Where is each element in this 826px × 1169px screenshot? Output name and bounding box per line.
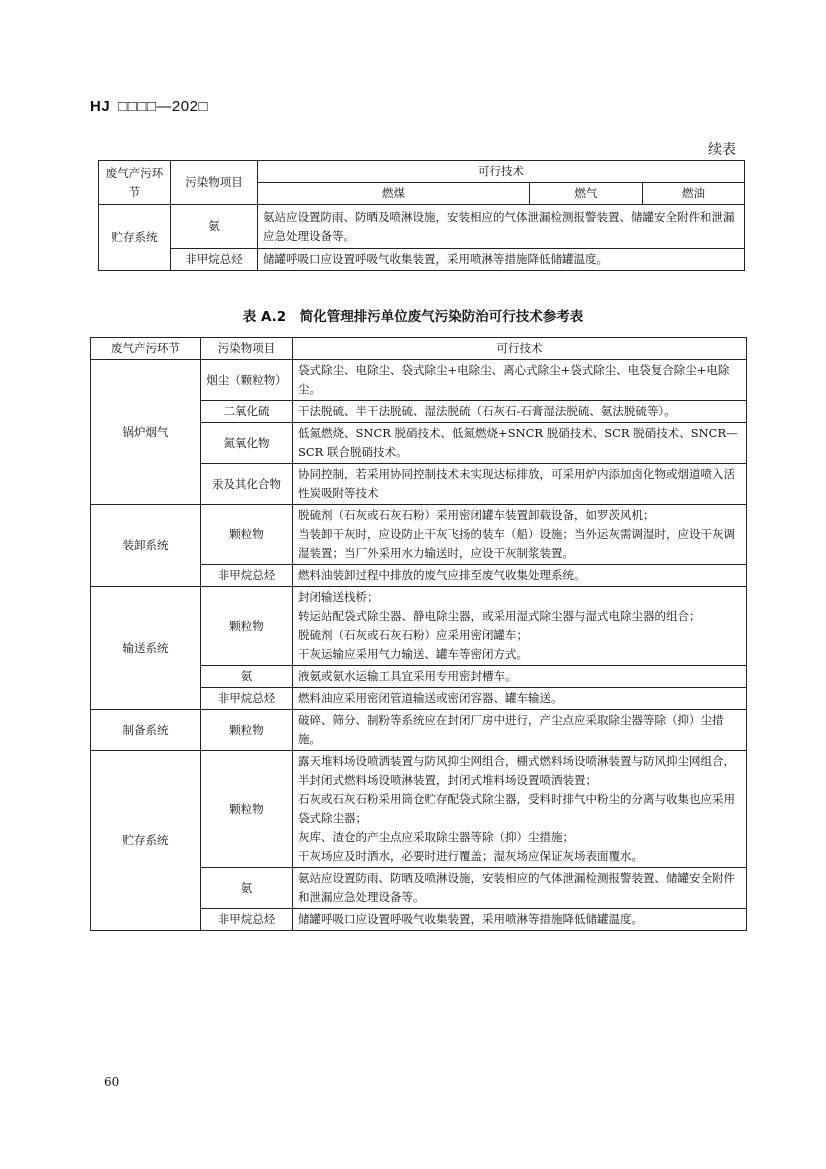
tech-cell: 袋式除尘、电除尘、袋式除尘+电除尘、离心式除尘+袋式除尘、电袋复合除尘+电除尘。 xyxy=(293,360,747,401)
continued-label: 续表 xyxy=(708,142,736,158)
pollutant-cell: 颗粒物 xyxy=(201,751,293,868)
table-body xyxy=(91,360,747,931)
header-tech: 可行技术 xyxy=(258,161,745,183)
page-number: 60 xyxy=(104,1075,120,1089)
tech-cell: 液氨或氨水运输工具宜采用专用密封槽车。 xyxy=(293,666,747,688)
tech-cell: 储罐呼吸口应设置呼吸气收集装置，采用喷淋等措施降低储罐温度。 xyxy=(258,249,745,271)
tech-cell: 氨站应设置防雨、防晒及喷淋设施，安装相应的气体泄漏检测报警装置、储罐安全附件和泄漏应急处理设备等。 xyxy=(293,868,747,909)
tech-cell: 燃料油装卸过程中排放的废气应排至废气收集处理系统。 xyxy=(293,565,747,587)
pollutant-cell: 氨 xyxy=(201,666,293,688)
tech-cell: 氨站应设置防雨、防晒及喷淋设施，安装相应的气体泄漏检测报警装置、储罐安全附件和泄漏应急处理设备等。 xyxy=(258,205,745,249)
pollutant-cell: 汞及其化合物 xyxy=(201,464,293,505)
tech-cell: 封闭输送栈桥； 转运站配袋式除尘器、静电除尘器，或采用湿式除尘器与湿式电除尘器的组合； 脱硫剂（石灰或石灰石粉）应采用密闭罐车； 干灰运输应采用气力输送、罐车等密闭方式。 xyxy=(293,587,747,666)
stage-cell: 贮存系统 xyxy=(91,751,201,931)
header-coal: 燃煤 xyxy=(258,183,530,205)
header-pollutant: 污染物项目 xyxy=(171,161,258,205)
pollutant-cell: 二氧化硫 xyxy=(201,401,293,423)
pollutant-cell: 氮氧化物 xyxy=(201,423,293,464)
standard-number: □□□□—202□ xyxy=(118,98,209,115)
pollutant-cell: 非甲烷总烃 xyxy=(201,688,293,710)
pollutant-cell: 非甲烷总烃 xyxy=(201,565,293,587)
pollutant-cell: 非甲烷总烃 xyxy=(171,249,258,271)
stage-cell: 输送系统 xyxy=(91,587,201,710)
tech-cell: 破碎、筛分、制粉等系统应在封闭厂房中进行，产尘点应采取除尘器等除（抑）尘措施。 xyxy=(293,710,747,751)
table-row xyxy=(91,587,747,666)
header-tech: 可行技术 xyxy=(293,338,747,360)
header-pollutant: 污染物项目 xyxy=(201,338,293,360)
pollutant-cell: 非甲烷总烃 xyxy=(201,909,293,931)
pollutant-cell: 颗粒物 xyxy=(201,710,293,751)
table-caption: 表 A.2 简化管理排污单位废气污染防治可行技术参考表 xyxy=(242,309,584,325)
tech-cell: 干法脱硫、半干法脱硫、湿法脱硫（石灰石-石膏湿法脱硫、氨法脱硫等）。 xyxy=(293,401,747,423)
pollutant-cell: 氨 xyxy=(201,868,293,909)
header-gas: 燃气 xyxy=(530,183,643,205)
tech-cell: 露天堆料场设喷洒装置与防风抑尘网组合，棚式燃料场设喷淋装置与防风抑尘网组合，半封闭式燃料场设喷淋装置，封闭式堆料场设置喷洒装置； 石灰或石灰石粉采用筒仓贮存配袋式除尘器，受料时排气中粉尘的分离与收集也应采用袋式除尘器； 灰库、渣仓的产尘点应采取除尘器等除（抑）尘措施； 干灰场应及时洒水，必要时进行覆盖；湿灰场应保证灰场表面覆水。 xyxy=(293,751,747,868)
tech-cell: 低氮燃烧、SNCR 脱硝技术、低氮燃烧+SNCR 脱硝技术、SCR 脱硝技术、SNCR—SCR 联合脱硝技术。 xyxy=(293,423,747,464)
pollutant-cell: 烟尘（颗粒物） xyxy=(201,360,293,401)
stage-cell: 装卸系统 xyxy=(91,505,201,587)
header-oil: 燃油 xyxy=(643,183,745,205)
tech-cell: 脱硫剂（石灰或石灰石粉）采用密闭罐车装置卸载设备，如罗茨风机； 当装卸干灰时，应设防止干灰飞扬的装车（船）设施；当外运灰需调湿时，应设干灰调湿装置；当厂外采用水力输送时，应设干灰制浆装置。 xyxy=(293,505,747,565)
tech-cell: 协同控制，若采用协同控制技术未实现达标排放，可采用炉内添加卤化物或烟道喷入活性炭吸附等技术 xyxy=(293,464,747,505)
standard-prefix: HJ xyxy=(90,98,111,115)
stage-cell: 制备系统 xyxy=(91,710,201,751)
table-row xyxy=(91,751,747,868)
reference-table xyxy=(90,337,747,931)
pollutant-cell: 颗粒物 xyxy=(201,505,293,565)
pollutant-cell: 氨 xyxy=(171,205,258,249)
continued-table xyxy=(98,160,745,271)
tech-cell: 燃料油应采用密闭管道输送或密闭容器、罐车输送。 xyxy=(293,688,747,710)
table-row xyxy=(91,710,747,751)
table-row xyxy=(91,360,747,401)
table-row xyxy=(91,505,747,565)
stage-cell: 贮存系统 xyxy=(99,205,171,271)
document-code xyxy=(90,98,208,115)
tech-cell: 储罐呼吸口应设置呼吸气收集装置，采用喷淋等措施降低储罐温度。 xyxy=(293,909,747,931)
pollutant-cell: 颗粒物 xyxy=(201,587,293,666)
header-stage: 废气产污环节 xyxy=(91,338,201,360)
stage-cell: 锅炉烟气 xyxy=(91,360,201,505)
header-stage: 废气产污环节 xyxy=(99,161,171,205)
